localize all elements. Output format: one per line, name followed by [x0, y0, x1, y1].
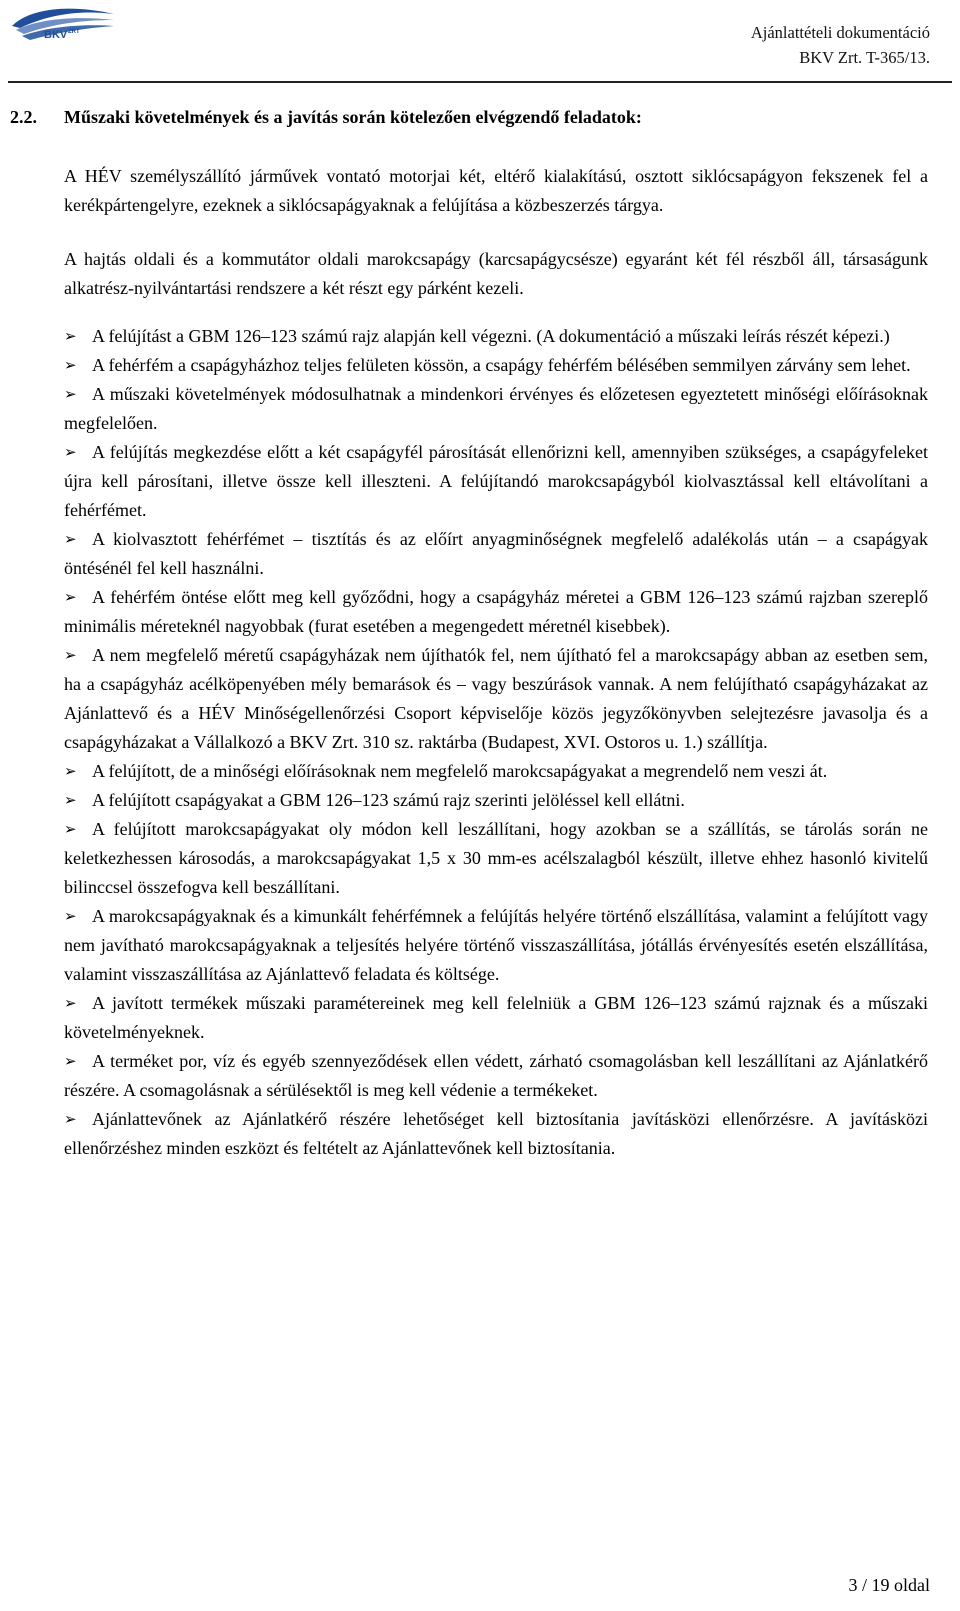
bullet-item: ➢ A felújítás megkezdése előtt a két csapágyfél párosítását ellenőrizni kell, amennyiben szükséges, a csapágyfeleket újra kell párosítani, illetve össze kell illeszteni. A felújítandó marokcsapágyból kiolvasztással kell eltávolítani a fehérfémet.: [64, 438, 928, 525]
svg-text:ZRT: ZRT: [68, 29, 80, 35]
arrow-bullet-icon: ➢: [64, 385, 77, 403]
logo-lettering: BKV: [44, 29, 68, 41]
arrow-bullet-icon: ➢: [64, 443, 77, 461]
section-title: Műszaki követelmények és a javítás során kötelezően elvégzendő feladatok:: [64, 107, 642, 127]
bkv-logo: [10, 6, 116, 42]
arrow-bullet-icon: ➢: [64, 1052, 77, 1070]
bkv-logo-graphic: [10, 6, 116, 42]
bullet-item: ➢ A fehérfém a csapágyházhoz teljes felületen kössön, a csapágy fehérfém bélésében semmilyen zárvány sem lehet.: [64, 351, 928, 380]
bullet-item: ➢ A felújítást a GBM 126–123 számú rajz alapján kell végezni. (A dokumentáció a műszaki leírás részét képezi.): [64, 322, 928, 351]
bullet-list: [64, 322, 928, 1163]
header-divider: [8, 81, 952, 83]
page-number: 3 / 19 oldal: [848, 1575, 930, 1595]
header-doc-info: [751, 20, 930, 70]
section-heading: [10, 104, 642, 130]
arrow-bullet-icon: ➢: [64, 994, 77, 1012]
arrow-bullet-icon: ➢: [64, 1110, 77, 1128]
paragraph: A hajtás oldali és a kommutátor oldali marokcsapágy (karcsapágycsésze) egyaránt két fél részből áll, társaságunk alkatrész-nyilvántartási rendszere a két részt egy párként kezeli.: [64, 249, 928, 298]
arrow-bullet-icon: ➢: [64, 327, 77, 345]
doc-id: BKV Zrt. T-365/13.: [799, 48, 930, 67]
bullet-item: ➢ A fehérfém öntése előtt meg kell győződni, hogy a csapágyház méretei a GBM 126–123 számú rajzban szereplő minimális méreteknél nagyobbak (furat esetében a megengedett méretnél kisebbek).: [64, 583, 928, 641]
arrow-bullet-icon: ➢: [64, 646, 77, 664]
arrow-bullet-icon: ➢: [64, 530, 77, 548]
bullet-item: ➢ A nem megfelelő méretű csapágyházak nem újíthatók fel, nem újítható fel a marokcsapágy abban az esetben sem, ha a csapágyház acélköpenyében mély bemarások és – vagy beszúrások vannak. A nem felújítható csapágyházakat az Ajánlattevő és a HÉV Minőségellenőrzési Csoport képviselője közös jegyzőkönyvben selejtezésre javasolja és a csapágyházakat a Vállalkozó a BKV Zrt. 310 sz. raktárba (Budapest, XVI. Ostoros u. 1.) szállítja.: [64, 641, 928, 757]
arrow-bullet-icon: ➢: [64, 762, 77, 780]
bullet-item: ➢ A műszaki követelmények módosulhatnak a mindenkori érvényes és előzetesen egyeztetett minőségi előírásoknak megfelelően.: [64, 380, 928, 438]
arrow-bullet-icon: ➢: [64, 588, 77, 606]
arrow-bullet-icon: ➢: [64, 907, 77, 925]
section-number: 2.2.: [10, 107, 37, 127]
arrow-bullet-icon: ➢: [64, 356, 77, 374]
arrow-bullet-icon: ➢: [64, 820, 77, 838]
doc-type: Ajánlattételi dokumentáció: [750, 23, 930, 42]
bullet-item: ➢ A javított termékek műszaki paramétereinek meg kell felelniük a GBM 126–123 számú rajznak és a műszaki követelményeknek.: [64, 989, 928, 1047]
bullet-item: ➢ A terméket por, víz és egyéb szennyeződések ellen védett, zárható csomagolásban kell leszállítani az Ajánlatkérő részére. A csomagolásnak a sérülésektől is meg kell védenie a termékeket.: [64, 1047, 928, 1105]
bullet-item: ➢ A marokcsapágyaknak és a kimunkált fehérfémnek a felújítás helyére történő elszállítása, valamint a felújított vagy nem javítható marokcsapágyaknak a teljesítés helyére történő visszaszállítása, jótállás érvényesítés esetén elszállítása, valamint visszaszállítása az Ajánlattevő feladata és költsége.: [64, 902, 928, 989]
bullet-item: ➢ A felújított, de a minőségi előírásoknak nem megfelelő marokcsapágyakat a megrendelő nem veszi át.: [64, 757, 928, 786]
bullet-item: ➢ A felújított csapágyakat a GBM 126–123 számú rajz szerinti jelöléssel kell ellátni.: [64, 786, 928, 815]
bullet-item: ➢ A kiolvasztott fehérfémet – tisztítás és az előírt anyagminőségnek megfelelő adalékolás után – a csapágyak öntésénél fel kell használni.: [64, 525, 928, 583]
bullet-item: ➢ Ajánlattevőnek az Ajánlatkérő részére lehetőséget kell biztosítania javításközi ellenőrzésre. A javításközi ellenőrzéshez minden eszközt és feltételt az Ajánlattevőnek kell biztosítania.: [64, 1105, 928, 1163]
arrow-bullet-icon: ➢: [64, 791, 77, 809]
document-body: [64, 162, 928, 1163]
paragraph: A HÉV személyszállító járművek vontató motorjai két, eltérő kialakítású, osztott siklócsapágyon fekszenek fel a kerékpártengelyre, ezeknek a siklócsapágyaknak a felújítása a közbeszerzés tárgya.: [64, 166, 928, 215]
bullet-item: ➢ A felújított marokcsapágyakat oly módon kell leszállítani, hogy azokban se a szállítás, se tárolás során ne keletkezhessen károsodás, a marokcsapágyakat 1,5 x 30 mm-es acélszalagból készült, illetve ehhez hasonló kivitelű bilinccsel összefogva kell beszállítani.: [64, 815, 928, 902]
